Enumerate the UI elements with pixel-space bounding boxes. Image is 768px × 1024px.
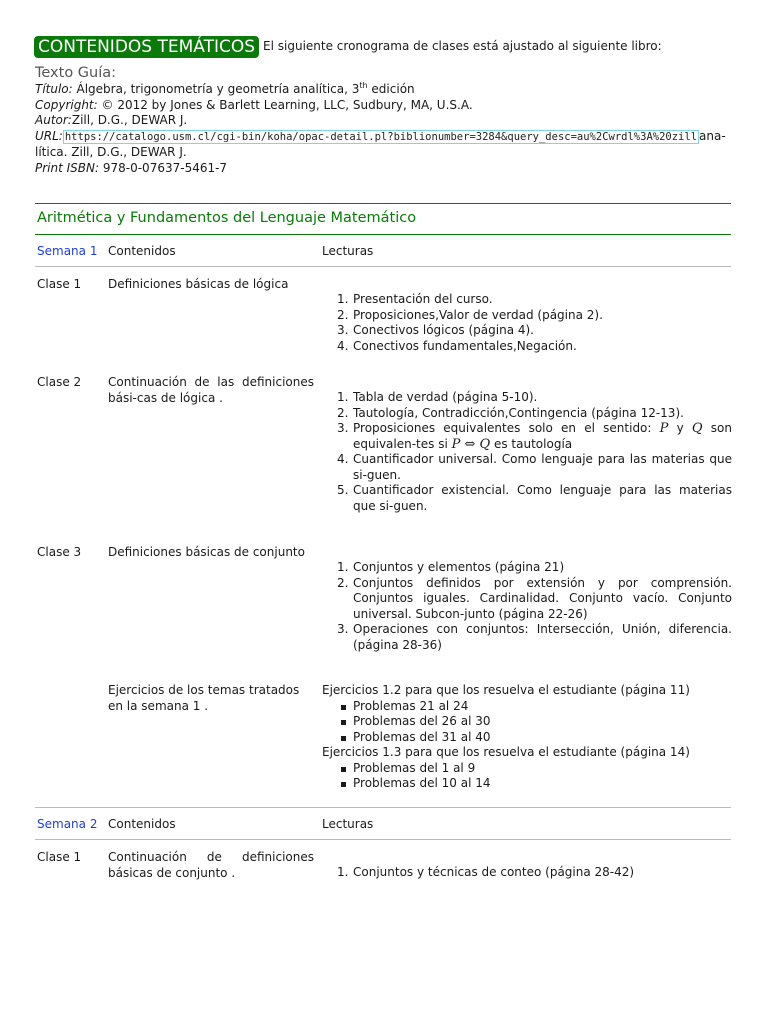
week-1-clase-3-row [35,545,731,683]
item-text: y [668,421,692,435]
clase-content: Definiciones básicas de lógica [108,277,289,291]
list-item: Tabla de verdad (página 5-10). [353,390,538,404]
lecturas-list [322,390,732,514]
week-1-clase-1-row [35,267,731,375]
col-lecturas: Lecturas [322,817,374,831]
week-1-ejercicios-row [35,683,731,807]
clase-content: Continuación de las definiciones bási-cas de lógica . [108,375,314,405]
list-item: Operaciones con conjuntos: Intersección, Unión, diferencia. (página 28-36) [353,622,732,652]
section-title: Aritmética y Fundamentos del Lenguaje Matemático [37,210,417,226]
math-formula: P ⇔ Q [451,436,491,452]
clase-label: Clase 3 [37,545,82,559]
list-item: Conjuntos y técnicas de conteo (página 28-42) [353,865,635,879]
document-page [35,36,731,900]
titulo-value: Álgebra, trigonometría y geometría analítica, 3 [72,82,360,96]
math-p: P [659,421,669,436]
list-item: Problemas del 1 al 9 [322,761,732,777]
list-item: Problemas del 10 al 14 [322,776,732,792]
autor-label: Autor: [35,113,72,127]
list-item: Cuantificador universal. Como lenguaje para las materias que si-guen. [353,452,732,482]
week-1-label: Semana 1 [37,244,98,258]
url-line [35,129,731,146]
col-contenidos: Contenidos [108,817,176,831]
titulo-suffix: edición [367,82,415,96]
list-item: Conectivos fundamentales,Negación. [353,338,577,353]
list-item: Tautología, Contradicción,Contingencia (página 12-13). [353,405,684,420]
autor-value: Zill, D.G., DEWAR J. [71,113,188,127]
lecturas-list [322,292,732,354]
copyright-label: Copyright: [35,97,98,112]
clase-label: Clase 2 [37,375,82,389]
page-header [35,36,731,58]
list-item: Problemas 21 al 24 [322,699,732,715]
list-item: Conectivos lógicos (página 4). [353,323,534,337]
clase-label: Clase 1 [37,277,82,291]
ejercicios-list [322,683,732,792]
url-label: URL: [35,128,63,143]
list-item [322,421,732,452]
clase-label: Clase 1 [37,850,82,864]
list-item: Presentación del curso. [353,292,493,306]
autor-line [35,113,731,129]
list-item: Cuantificador existencial. Como lenguaje para las materias que si-guen. [353,483,732,513]
list-item: Problemas del 31 al 40 [322,730,732,746]
url-tail: ana- [699,128,726,143]
math-q: Q [691,421,703,436]
titulo-sup: th [359,81,368,90]
titulo-label: Título: [35,82,73,96]
url-line-2: lítica. Zill, D.G., DEWAR J. [35,145,187,159]
isbn-label: Print ISBN: [35,160,100,175]
item-text: Proposiciones equivalentes solo en el sentido: [353,421,660,435]
item-text: son equivalen-tes si [353,421,732,451]
list-item: Proposiciones,Valor de verdad (página 2). [353,307,603,322]
lecturas-list [322,865,732,881]
col-contenidos: Contenidos [108,244,176,258]
contenidos-badge: CONTENIDOS TEMÁTICOS [34,36,259,58]
catalog-url-link[interactable]: https://catalogo.usm.cl/cgi-bin/koha/opac-detail.pl?biblionumber=3284&query_desc=au%2Cwrdl%3A%20zill [64,130,698,143]
week-2-header [35,808,731,839]
clase-content: Definiciones básicas de conjunto [108,545,305,559]
item-text: es tautología [490,436,573,451]
list-item: Conjuntos definidos por extensión y por comprensión. Conjuntos iguales. Cardinalidad. Conjunto vacío. Conjunto universal. Subcon-junto (página 22-26) [353,575,732,621]
copyright-value: © 2012 by Jones & Barlett Learning, LLC, Sudbury, MA, U.S.A. [97,97,473,112]
titulo-line [35,82,731,98]
week-2-clase-1-row [35,840,731,900]
isbn-line [35,161,731,177]
week-1-header [35,235,731,266]
header-intro: El siguiente cronograma de clases está ajustado al siguiente libro: [263,39,662,53]
isbn-value: 978-0-07637-5461-7 [99,160,228,175]
list-item: Conjuntos y elementos (página 21) [353,560,565,574]
copyright-line [35,98,731,114]
clase-content: Continuación de definiciones básicas de conjunto . [108,850,314,880]
ejercicios-group-title: Ejercicios 1.2 para que los resuelva el estudiante (página 11) [322,683,690,697]
ejercicios-content: Ejercicios de los temas tratados en la semana 1 . [108,683,300,713]
week-1-clase-2-row [35,375,731,545]
lecturas-list [322,560,732,653]
week-2-label: Semana 2 [37,817,98,831]
ejercicios-group-title: Ejercicios 1.3 para que los resuelva el estudiante (página 14) [322,745,690,759]
list-item: Problemas del 26 al 30 [322,714,732,730]
book-metadata [35,82,731,176]
col-lecturas: Lecturas [322,244,374,258]
guide-title: Texto Guía: [35,65,117,81]
